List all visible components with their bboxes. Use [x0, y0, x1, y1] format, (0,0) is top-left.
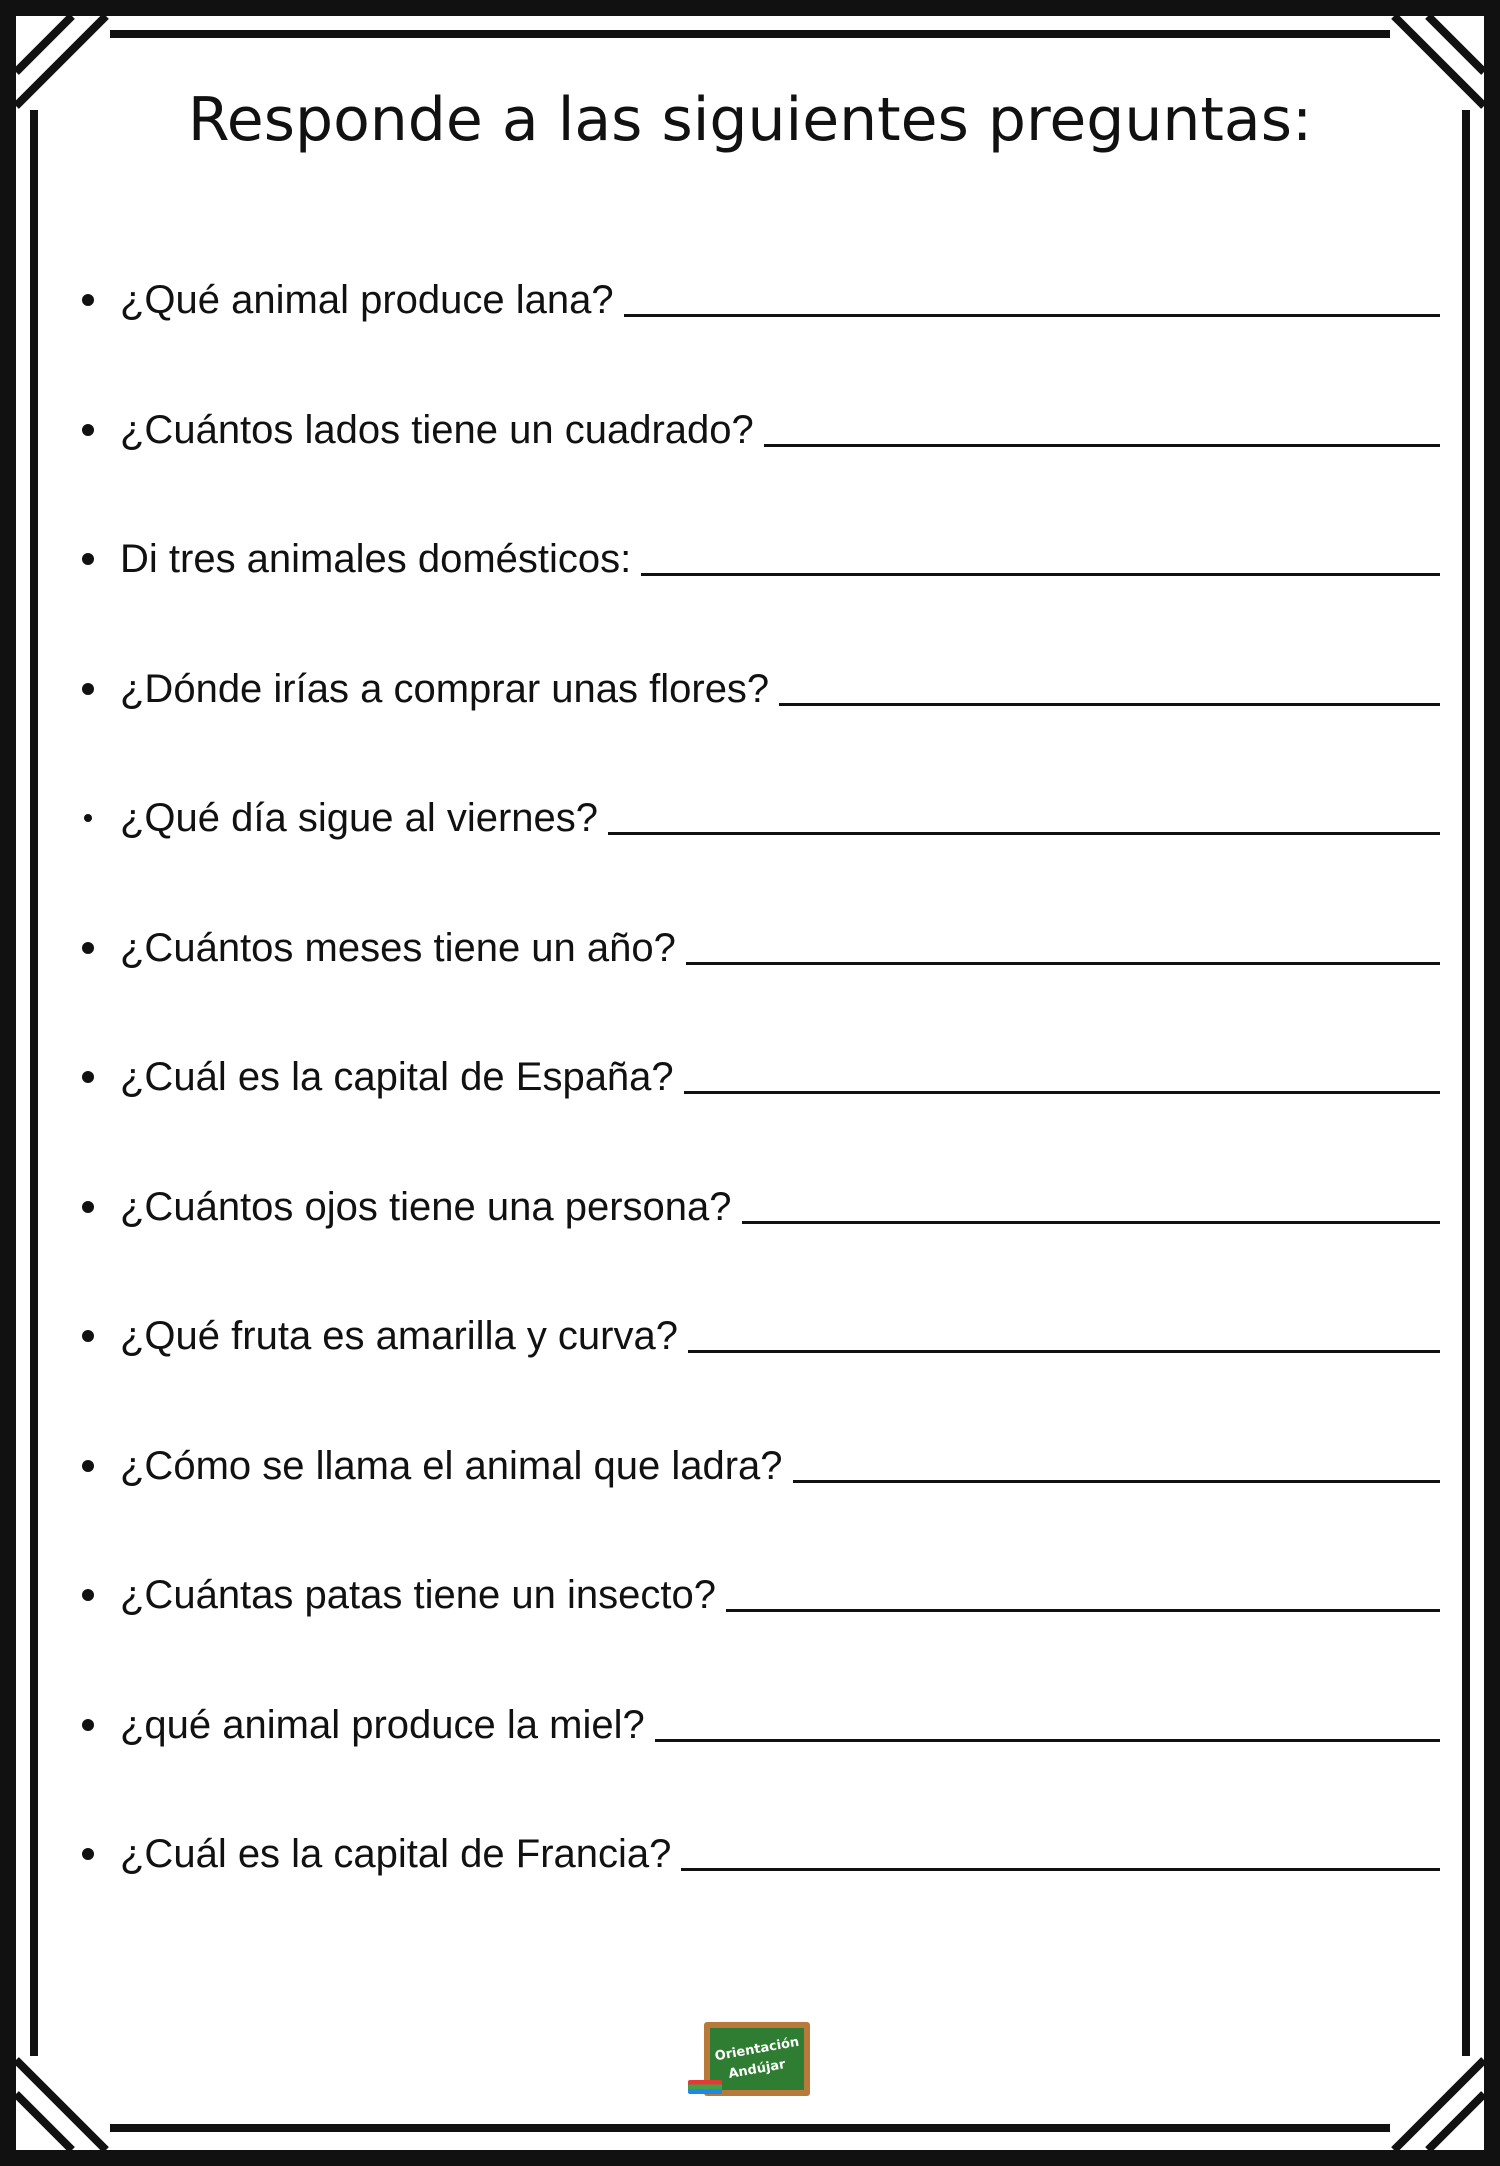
question-item: [70, 400, 1460, 460]
question-text: ¿Cuántos ojos tiene una persona?: [120, 1184, 732, 1229]
question-text: ¿qué animal produce la miel?: [120, 1702, 645, 1747]
answer-line[interactable]: [641, 573, 1440, 576]
question-text: ¿Qué día sigue al viernes?: [120, 796, 599, 840]
bullet-icon: [82, 683, 94, 695]
answer-line[interactable]: [655, 1739, 1440, 1742]
page-title: Responde a las siguientes preguntas:: [187, 85, 1313, 155]
bullet-icon: [82, 1589, 94, 1601]
question-item: [70, 788, 1460, 848]
answer-line[interactable]: [608, 832, 1440, 835]
logo-text-line2: Andújar: [727, 2057, 787, 2082]
answer-line[interactable]: [779, 703, 1440, 706]
bullet-icon: [84, 814, 92, 822]
answer-line[interactable]: [624, 314, 1440, 317]
question-item: [70, 270, 1460, 330]
answer-line[interactable]: [686, 962, 1440, 965]
bullet-icon: [82, 294, 94, 306]
bullet-icon: [82, 1460, 94, 1472]
question-item: [70, 1047, 1460, 1107]
answer-line[interactable]: [793, 1480, 1440, 1483]
orientacion-andujar-logo: [700, 2020, 812, 2098]
question-item: [70, 1436, 1460, 1496]
question-item: [70, 659, 1460, 719]
bullet-icon: [82, 1848, 94, 1860]
question-item: [70, 1177, 1460, 1237]
answer-line[interactable]: [764, 444, 1440, 447]
bullet-icon: [82, 1719, 94, 1731]
question-item: [70, 529, 1460, 589]
logo-text-line1: Orientación: [713, 2034, 801, 2065]
question-text: ¿Cuál es la capital de España?: [120, 1055, 674, 1099]
question-text: ¿Cuántos meses tiene un año?: [120, 925, 676, 970]
question-text: ¿Qué fruta es amarilla y curva?: [120, 1314, 678, 1358]
answer-line[interactable]: [726, 1609, 1440, 1612]
question-text: Di tres animales domésticos:: [120, 537, 632, 581]
question-text: ¿Cuántas patas tiene un insecto?: [120, 1573, 716, 1617]
question-item: [70, 918, 1460, 978]
question-item: [70, 1824, 1460, 1884]
bullet-icon: [82, 553, 94, 565]
answer-line[interactable]: [684, 1091, 1440, 1094]
answer-line[interactable]: [681, 1868, 1440, 1871]
bullet-icon: [82, 424, 94, 436]
question-text: ¿Cuál es la capital de Francia?: [120, 1832, 672, 1876]
bullet-icon: [82, 1330, 94, 1342]
question-text: ¿Cómo se llama el animal que ladra?: [120, 1443, 783, 1488]
question-item: [70, 1695, 1460, 1755]
answer-line[interactable]: [688, 1350, 1440, 1353]
question-text: ¿Qué animal produce lana?: [120, 278, 614, 322]
bullet-icon: [82, 942, 94, 954]
question-text: ¿Dónde irías a comprar unas flores?: [120, 666, 770, 711]
question-item: [70, 1306, 1460, 1366]
books-icon: [688, 2080, 722, 2094]
answer-line[interactable]: [742, 1221, 1440, 1224]
question-text: ¿Cuántos lados tiene un cuadrado?: [120, 407, 754, 452]
bullet-icon: [82, 1071, 94, 1083]
bullet-icon: [82, 1201, 94, 1213]
chalkboard-surface: [710, 2028, 804, 2090]
question-item: [70, 1565, 1460, 1625]
